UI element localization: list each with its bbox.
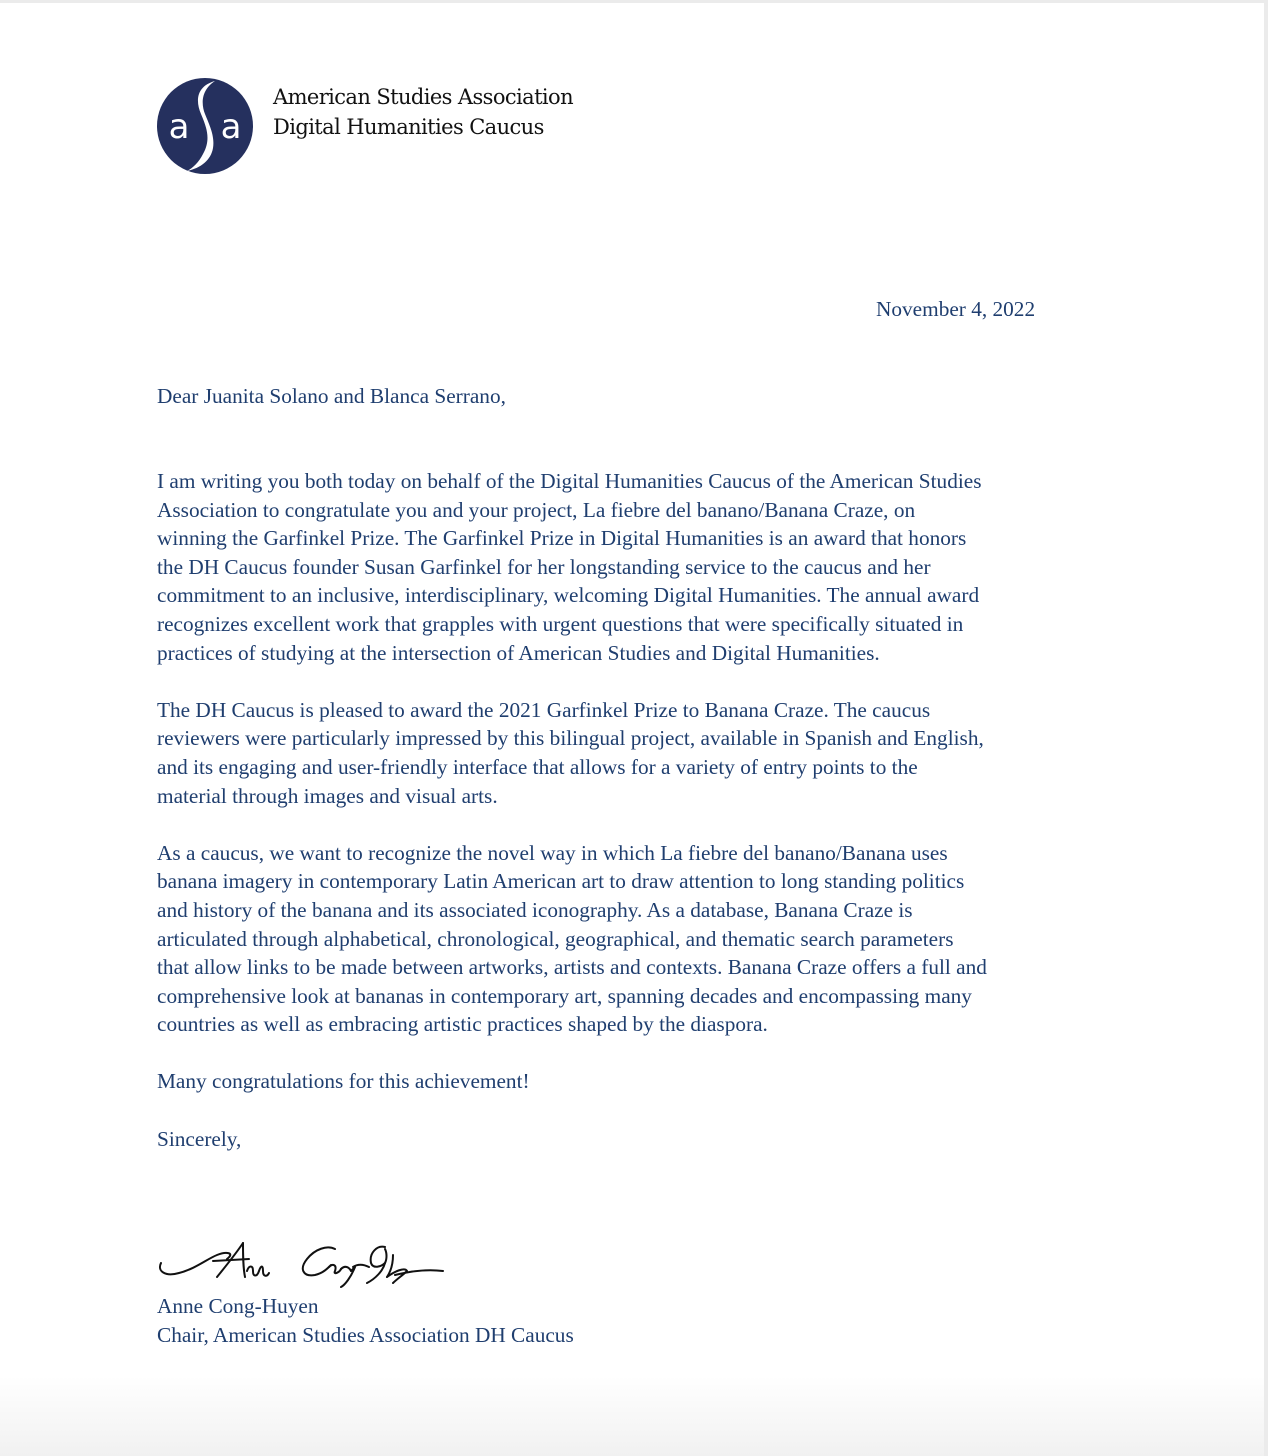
letter-page [0, 3, 1264, 1456]
body-line: I am writing you both today on behalf of the Digital Humanities Caucus of the American Studies [157, 469, 982, 493]
body-line: winning the Garfinkel Prize. The Garfinkel Prize in Digital Humanities is an award that honors [157, 526, 967, 551]
body-line: reviewers were particularly impressed by this bilingual project, available in Spanish and English, [157, 726, 984, 751]
letter-date: November 4, 2022 [876, 297, 1036, 321]
body-line: As a caucus, we want to recognize the novel way in which La fiebre del banano/Banana uses [157, 840, 948, 865]
logo-letter-a-left: a [168, 107, 190, 147]
org-line-association: American Studies Association [273, 85, 574, 109]
signer-name: Anne Cong-Huyen [157, 1294, 319, 1318]
body-line: countries as well as embracing artistic practices shaped by the diaspora. [157, 1012, 768, 1037]
handwritten-signature-icon [155, 1237, 455, 1289]
asa-logo-icon [157, 78, 253, 174]
salutation: Dear Juanita Solano and Blanca Serrano, [157, 384, 506, 408]
body-line: commitment to an inclusive, interdisciplinary, welcoming Digital Humanities. The annual award [157, 583, 980, 608]
body-line: and history of the banana and its associated iconography. As a database, Banana Craze is [157, 897, 913, 922]
body-line: material through images and visual arts. [157, 783, 498, 808]
paragraph-award [157, 696, 1132, 810]
closing-line: Sincerely, [157, 1126, 242, 1151]
signer-block [157, 1292, 574, 1349]
body-line: Association to congratulate you and your project, La fiebre del banano/Banana Craze, on [157, 497, 916, 522]
letter-body [157, 467, 1132, 1182]
org-line-caucus: Digital Humanities Caucus [273, 115, 544, 139]
body-line: The DH Caucus is pleased to award the 2021 Garfinkel Prize to Banana Craze. The caucus [157, 697, 931, 722]
logo-letter-a-right: a [220, 107, 242, 147]
body-line: articulated through alphabetical, chronological, geographical, and thematic search parameters [157, 926, 954, 951]
body-line: that allow links to be made between artworks, artists and contexts. Banana Craze offers a full and [157, 955, 987, 980]
paragraph-intro [157, 467, 1132, 667]
body-line: banana imagery in contemporary Latin American art to draw attention to long standing politics [157, 869, 965, 894]
paragraph-congratulations [157, 1067, 1132, 1096]
body-line: and its engaging and user-friendly interface that allows for a variety of entry points to the [157, 754, 918, 779]
body-line: the DH Caucus founder Susan Garfinkel for her longstanding service to the caucus and her [157, 554, 931, 579]
closing [157, 1125, 1132, 1154]
body-line: Many congratulations for this achievement! [157, 1069, 530, 1094]
paragraph-recognition [157, 839, 1132, 1039]
organization-name [273, 82, 573, 142]
signer-title: Chair, American Studies Association DH Caucus [157, 1322, 574, 1347]
body-line: comprehensive look at bananas in contemporary art, spanning decades and encompassing many [157, 983, 972, 1008]
body-line: practices of studying at the intersection of American Studies and Digital Humanities. [157, 640, 880, 665]
body-line: recognizes excellent work that grapples with urgent questions that were specifically situated in [157, 611, 964, 636]
